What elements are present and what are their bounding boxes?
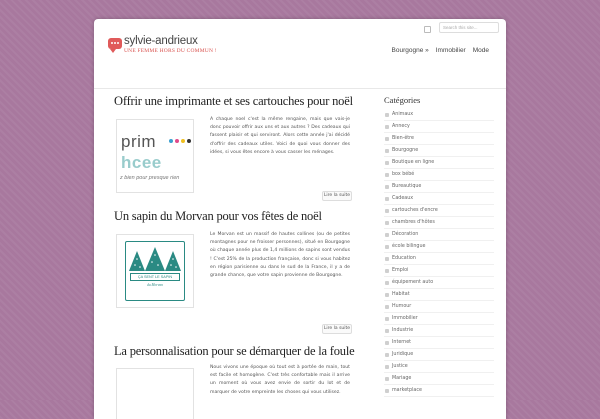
rss-icon[interactable] [424, 26, 431, 33]
category-item[interactable]: Décoration [384, 229, 494, 241]
post-thumbnail[interactable] [116, 368, 194, 419]
category-item[interactable]: Boutique en ligne [384, 157, 494, 169]
category-item[interactable]: marketplace [384, 385, 494, 397]
site-logo[interactable] [108, 36, 217, 54]
sidebar [384, 95, 494, 397]
category-item[interactable]: équipement auto [384, 277, 494, 289]
category-item[interactable]: Annecy [384, 121, 494, 133]
fir-trees-icon [117, 235, 194, 308]
post-excerpt: A chaque noel c'est la même rengaine, mais que vais-je donc pouvoir offrir aux uns et aux autres ? Des cadeaux qui fassent plaisir et qui serviront. Alors cette année j'ai décidé d'offrir des cadeaux utiles. Voici de quoi vous donner des idées, si vous êtes encore à vous casser les ménages. [210, 117, 350, 155]
category-item[interactable]: Justice [384, 361, 494, 373]
category-item[interactable]: Bien-être [384, 133, 494, 145]
read-more-button[interactable]: Lire la suite [322, 324, 352, 334]
category-item[interactable]: Animaux [384, 109, 494, 121]
category-item[interactable]: chambres d'hôtes [384, 217, 494, 229]
category-item[interactable]: Emploi [384, 265, 494, 277]
thumb-logo-text-2: hcee [121, 153, 162, 172]
post-item [114, 94, 354, 198]
main-nav [392, 47, 489, 54]
category-item[interactable]: Internet [384, 337, 494, 349]
category-item[interactable]: Bourgogne [384, 145, 494, 157]
category-item[interactable]: box bébé [384, 169, 494, 181]
post-title[interactable]: La personnalisation pour se démarquer de la foule [114, 344, 355, 358]
category-list [384, 109, 494, 397]
dots-icon [169, 139, 191, 143]
category-item[interactable]: Cadeaux [384, 193, 494, 205]
post-excerpt: Nous vivons une époque où tout est à portée de main, tout est facile et homogène. C'est très confortable mais il arrive un moment où vous avez envie de sortir du lot et de marquer de votre empreinte les choses qui vous utilisez. [210, 365, 350, 395]
category-item[interactable]: cartouches d'encre [384, 205, 494, 217]
thumb-subtitle: du Morvan [147, 283, 163, 287]
post-item [114, 344, 355, 395]
nav-item-immobilier[interactable]: Immobilier [435, 47, 466, 54]
thumb-logo-text: prim [121, 132, 157, 151]
post-item [114, 209, 354, 331]
site-name: sylvie-andrieux [124, 35, 198, 47]
nav-item-bourgogne[interactable]: Bourgogne » [391, 47, 429, 54]
post-thumbnail[interactable] [116, 119, 194, 193]
search-input[interactable]: Search this site... [439, 22, 499, 33]
thumb-banner: ÇA SENT LE SAPIN [130, 273, 180, 281]
category-item[interactable]: Juridique [384, 349, 494, 361]
site-header [94, 19, 506, 89]
chat-bubble-icon [108, 38, 122, 49]
site-tagline: UNE FEMME HORS DU COMMUN ! [124, 47, 217, 54]
category-item[interactable]: Humour [384, 301, 494, 313]
post-excerpt: Le Morvan est un massif de hautes collines (ou de petites montagnes pour ne froisser personnes), situé en Bourgogne où chaque année plus de 1,4 millions de sapins sont vendus ! C'est 25% de la production française, donc si vous habitez en région parisienne ou dans le sud de la France, il y a de grande chance, que votre sapin provienne de Bourgogne. [210, 232, 350, 279]
category-item[interactable]: Mariage [384, 373, 494, 385]
sidebar-title: Catégories [384, 95, 421, 105]
post-thumbnail[interactable] [116, 234, 194, 308]
post-title[interactable]: Un sapin du Morvan pour vos fêtes de noël [114, 209, 322, 223]
page-container [94, 19, 506, 419]
category-item[interactable]: Habitat [384, 289, 494, 301]
post-title[interactable]: Offrir une imprimante et ses cartouches pour noël [114, 94, 353, 108]
thumb-slogan: z bien pour presque rien [120, 175, 180, 181]
category-item[interactable]: Immobilier [384, 313, 494, 325]
category-item[interactable]: Bureautique [384, 181, 494, 193]
nav-item-mode[interactable]: Mode [472, 47, 489, 54]
category-item[interactable]: école bilingue [384, 241, 494, 253]
category-item[interactable]: Education [384, 253, 494, 265]
read-more-button[interactable]: Lire la suite [322, 191, 352, 201]
category-item[interactable]: Industrie [384, 325, 494, 337]
